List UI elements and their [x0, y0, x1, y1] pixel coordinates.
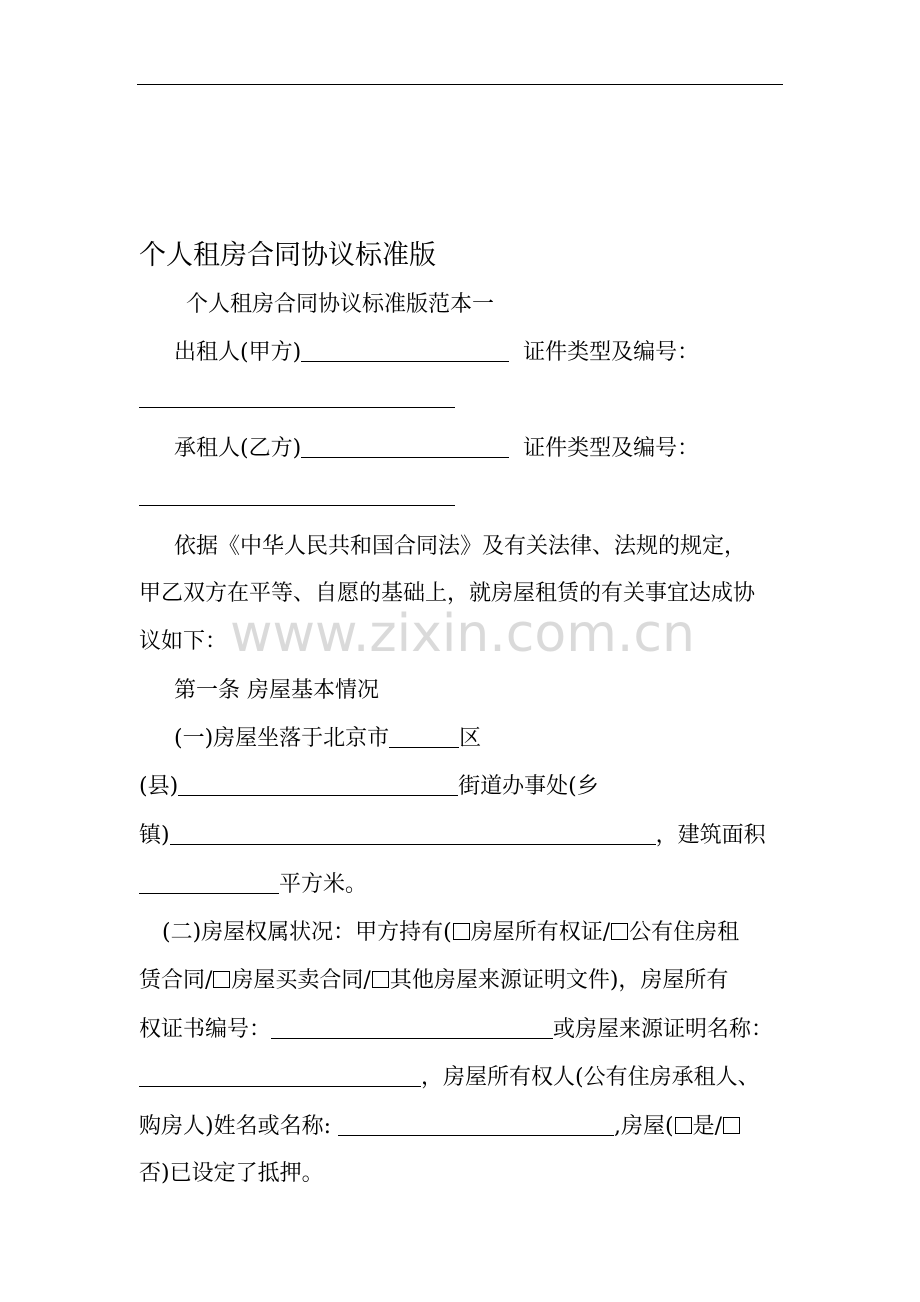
town-label: 镇) — [139, 823, 170, 848]
district-field[interactable] — [389, 725, 459, 748]
lessee-id-field[interactable] — [139, 483, 455, 506]
opt-public: 公有住房租 — [629, 920, 740, 945]
town-line — [139, 821, 766, 851]
lessor-name-field[interactable] — [301, 339, 509, 362]
item2-text: (二)房屋权属状况：甲方持有( — [162, 920, 452, 945]
lessor-id-field[interactable] — [139, 385, 455, 408]
opt-sale: 房屋买卖合同/ — [231, 968, 371, 993]
lessor-id-label: 证件类型及编号： — [523, 340, 700, 365]
header-rule — [137, 84, 783, 85]
area-label: ，建筑面积 — [655, 823, 766, 848]
lessee-label: 承租人(乙方) — [174, 436, 302, 461]
lessor-id-line — [139, 384, 455, 414]
watermark: www.zixin.com.cn — [230, 604, 695, 664]
lessor-label: 出租人(甲方) — [174, 340, 302, 365]
cert-no-field[interactable] — [271, 1016, 553, 1039]
checkbox-no[interactable] — [723, 1117, 740, 1134]
checkbox-other[interactable] — [372, 971, 389, 988]
checkbox-sale[interactable] — [213, 971, 230, 988]
town-field[interactable] — [170, 822, 656, 845]
sqm-label: 平方米。 — [279, 872, 368, 897]
item2-line — [162, 918, 739, 948]
lessor-line — [174, 338, 699, 368]
owner-line — [139, 1063, 760, 1093]
checkbox-cert[interactable] — [453, 923, 470, 940]
street-office-label: 街道办事处(乡 — [458, 774, 599, 799]
cert-no-line — [139, 1015, 773, 1045]
mortgage-line — [139, 1159, 324, 1189]
lessee-line — [174, 434, 699, 464]
article1-title: 第一条 房屋基本情况 — [174, 678, 379, 703]
item1-line — [174, 724, 481, 754]
lessee-id-label: 证件类型及编号： — [523, 436, 700, 461]
county-line — [139, 772, 599, 802]
county-label: (县) — [139, 774, 179, 799]
cert-no-label: 权证书编号： — [139, 1017, 272, 1042]
mortgage-text: ,房屋( — [614, 1114, 674, 1139]
checkbox-public[interactable] — [611, 923, 628, 940]
intro-line-2: 甲乙双方在平等、自愿的基础上，就房屋租赁的有关事宜达成协 — [139, 581, 756, 606]
opt-other: 其他房屋来源证明文件)，房屋所有 — [389, 968, 729, 993]
item1-text: (一)房屋坐落于北京市 — [174, 726, 390, 751]
opt-cert: 房屋所有权证/ — [470, 920, 611, 945]
source-name-field[interactable] — [139, 1064, 421, 1087]
lessee-name-field[interactable] — [301, 435, 509, 458]
district-label: 区 — [459, 726, 482, 751]
document-title: 个人租房合同协议标准版 — [139, 240, 436, 271]
no-label: 否)已设定了抵押。 — [139, 1161, 324, 1186]
owner-name-field[interactable] — [338, 1113, 614, 1136]
intro-line-3: 议如下： — [139, 629, 228, 654]
source-label: 或房屋来源证明名称： — [553, 1017, 774, 1042]
area-line — [139, 870, 367, 900]
opt-public-2: 赁合同/ — [139, 968, 213, 993]
buyer-label: 购房人)姓名或名称: — [139, 1114, 331, 1139]
subtitle: 个人租房合同协议标准版范本一 — [186, 292, 495, 317]
yes-label: 是/ — [692, 1114, 722, 1139]
intro-line-1: 依据《中华人民共和国合同法》及有关法律、法规的规定， — [174, 534, 747, 559]
lessee-id-line — [139, 482, 455, 512]
item2-line-2 — [139, 966, 728, 996]
owner-label: ，房屋所有权人(公有住房承租人、 — [421, 1065, 760, 1090]
buyer-line — [139, 1112, 741, 1142]
county-field[interactable] — [178, 773, 458, 796]
checkbox-yes[interactable] — [675, 1117, 692, 1134]
area-field[interactable] — [139, 871, 279, 894]
